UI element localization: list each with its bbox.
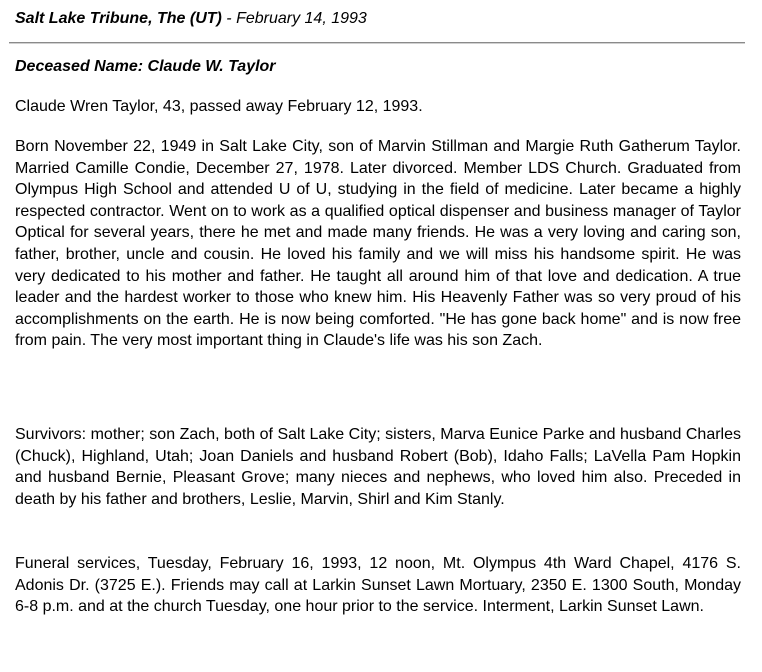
obituary-intro-paragraph: Claude Wren Taylor, 43, passed away February 12, 1993.	[15, 98, 423, 115]
header-divider	[9, 42, 745, 44]
obituary-survivors-paragraph: Survivors: mother; son Zach, both of Salt Lake City; sisters, Marva Eunice Parke and husband Charles (Chuck), Highland, Utah; Joan Daniels and husband Robert (Bob), Idaho Falls; LaVella Pam Hopkin and husband Bernie, Pleasant Grove; many nieces and nephews, who loved him also. Preceded in death by his father and brothers, Leslie, Marvin, Shirl and Kim Stanly.	[15, 426, 741, 508]
publication-header	[15, 10, 367, 28]
publication-date: February 14, 1993	[236, 10, 367, 27]
deceased-name-heading: Deceased Name: Claude W. Taylor	[15, 58, 276, 75]
obituary-funeral-paragraph: Funeral services, Tuesday, February 16, 1993, 12 noon, Mt. Olympus 4th Ward Chapel, 4176 S. Adonis Dr. (3725 E.). Friends may call at Larkin Sunset Lawn Mortuary, 2350 E. 1300 South, Monday 6-8 p.m. and at the church Tuesday, one hour prior to the service. Interment, Larkin Sunset Lawn.	[15, 555, 741, 616]
publication-name: Salt Lake Tribune, The (UT)	[15, 10, 222, 27]
obituary-biography-paragraph: Born November 22, 1949 in Salt Lake City, son of Marvin Stillman and Margie Ruth Gatherum Taylor. Married Camille Condie, December 27, 1978. Later divorced. Member LDS Church. Graduated from Olympus High School and attended U of U, studying in the field of medicine. Later became a highly respected contractor. Went on to work as a qualified optical dispenser and business manager of Taylor Optical for several years, there he met and made many friends. He was a very loving and caring son, father, brother, uncle and cousin. He loved his family and we will miss his handsome spirit. He was very dedicated to his mother and father. He taught all around him of that love and dedication. A true leader and the hardest worker to those who knew him. His Heavenly Father was so very proud of his accomplishments on the earth. He is now being comforted. "He has gone back home" and is now free from pain. The very most important thing in Claude's life was his son Zach.	[15, 138, 741, 350]
header-separator: -	[221, 10, 237, 27]
